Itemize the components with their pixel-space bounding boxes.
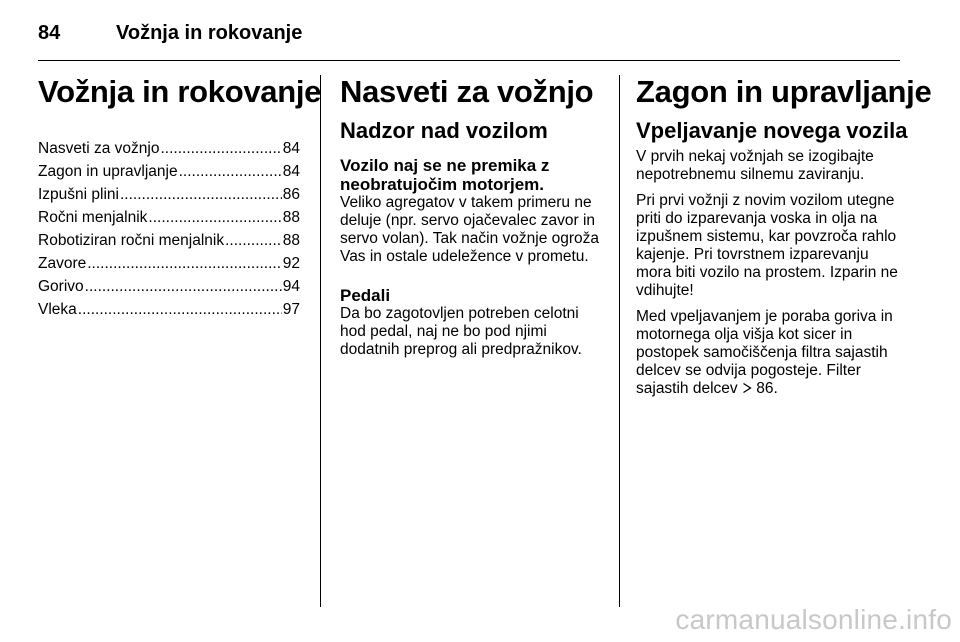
toc-entry-label: Vleka	[38, 301, 77, 318]
warning-heading: Vozilo naj se ne premika z neobratujočim motorjem.	[340, 156, 550, 194]
subsection-breaking-in: Vpeljavanje novega vozila	[636, 118, 908, 143]
toc-entry-page: 88	[282, 209, 300, 226]
toc-entry[interactable]	[38, 255, 300, 278]
toc-entry[interactable]	[38, 209, 300, 232]
subsection-vehicle-control: Nadzor nad vozilom	[340, 118, 548, 143]
paragraph-3-text: Med vpeljavanjem je poraba goriva in motornega olja višja kot sicer in postopek samočiščenja filtra sajastih delcev se odvija pogosteje. Filter sajastih delcev	[636, 308, 893, 397]
toc-entry[interactable]	[38, 186, 300, 209]
reference-link[interactable]: 86.	[756, 380, 778, 397]
toc-leader-dots	[87, 255, 282, 273]
warning-text: Veliko agregatov v takem primeru ne deluje (npr. servo ojačevalec zavor in servo volan). Tak način vožnje ogroža Vas in ostale udeležence v prometu.	[340, 194, 600, 265]
chapter-title: Vožnja in rokovanje	[38, 74, 322, 109]
page-header	[38, 18, 302, 48]
toc-entry-label: Ročni menjalnik	[38, 209, 148, 226]
table-of-contents	[38, 140, 300, 324]
toc-entry-page: 88	[282, 232, 300, 249]
toc-entry[interactable]	[38, 301, 300, 324]
header-rule	[38, 60, 900, 61]
toc-entry-page: 94	[282, 278, 300, 295]
toc-entry-page: 84	[282, 163, 300, 180]
toc-entry-label: Gorivo	[38, 278, 84, 295]
paragraph-1: V prvih nekaj vožnjah se izogibajte nepotrebnemu silnemu zaviranju.	[636, 148, 874, 183]
toc-entry-label: Zavore	[38, 255, 87, 272]
column-divider-1	[320, 75, 321, 607]
paragraph-3	[636, 308, 904, 398]
toc-leader-dots	[85, 278, 282, 296]
column-toc	[38, 74, 322, 324]
arrow-reference-icon	[742, 381, 752, 393]
pedals-text: Da bo zagotovljen potreben celotni hod pedal, naj ne bo pod njimi dodatnih preprog ali predpražnikov.	[340, 305, 582, 358]
toc-leader-dots	[148, 209, 281, 227]
toc-leader-dots	[179, 163, 282, 181]
watermark: carmanualsonline.info	[675, 604, 952, 635]
toc-entry-page: 86	[282, 186, 300, 203]
column-driving-tips	[340, 74, 604, 367]
toc-entry-label: Zagon in upravljanje	[38, 163, 178, 180]
toc-entry-page: 92	[282, 255, 300, 272]
page-number: 84	[38, 21, 61, 44]
toc-entry-label: Izpušni plini	[38, 186, 119, 203]
column-divider-2	[619, 75, 620, 607]
toc-entry[interactable]	[38, 163, 300, 186]
toc-leader-dots	[225, 232, 282, 250]
toc-entry-label: Nasveti za vožnjo	[38, 140, 160, 157]
toc-entry-page: 97	[282, 301, 300, 318]
toc-leader-dots	[78, 301, 282, 319]
toc-entry[interactable]	[38, 278, 300, 301]
paragraph-2: Pri prvi vožnji z novim vozilom utegne priti do izparevanja voska in olja na izpušnem sistemu, kar povzroča rahlo kajenje. Pri tovrstnem izparevanju mora biti vozilo na prostem. Izparin ne vdihujte!	[636, 192, 898, 299]
toc-leader-dots	[120, 186, 282, 204]
toc-entry-label: Robotiziran ročni menjalnik	[38, 232, 225, 249]
toc-leader-dots	[160, 140, 281, 158]
running-title: Vožnja in rokovanje	[116, 21, 303, 44]
column-starting	[636, 74, 932, 406]
toc-entry[interactable]	[38, 232, 300, 255]
toc-entry[interactable]	[38, 140, 300, 163]
section-title-starting: Zagon in upravljanje	[636, 74, 932, 109]
toc-entry-page: 84	[282, 140, 300, 157]
section-title-driving-tips: Nasveti za vožnjo	[340, 74, 594, 109]
pedals-heading: Pedali	[340, 286, 391, 305]
